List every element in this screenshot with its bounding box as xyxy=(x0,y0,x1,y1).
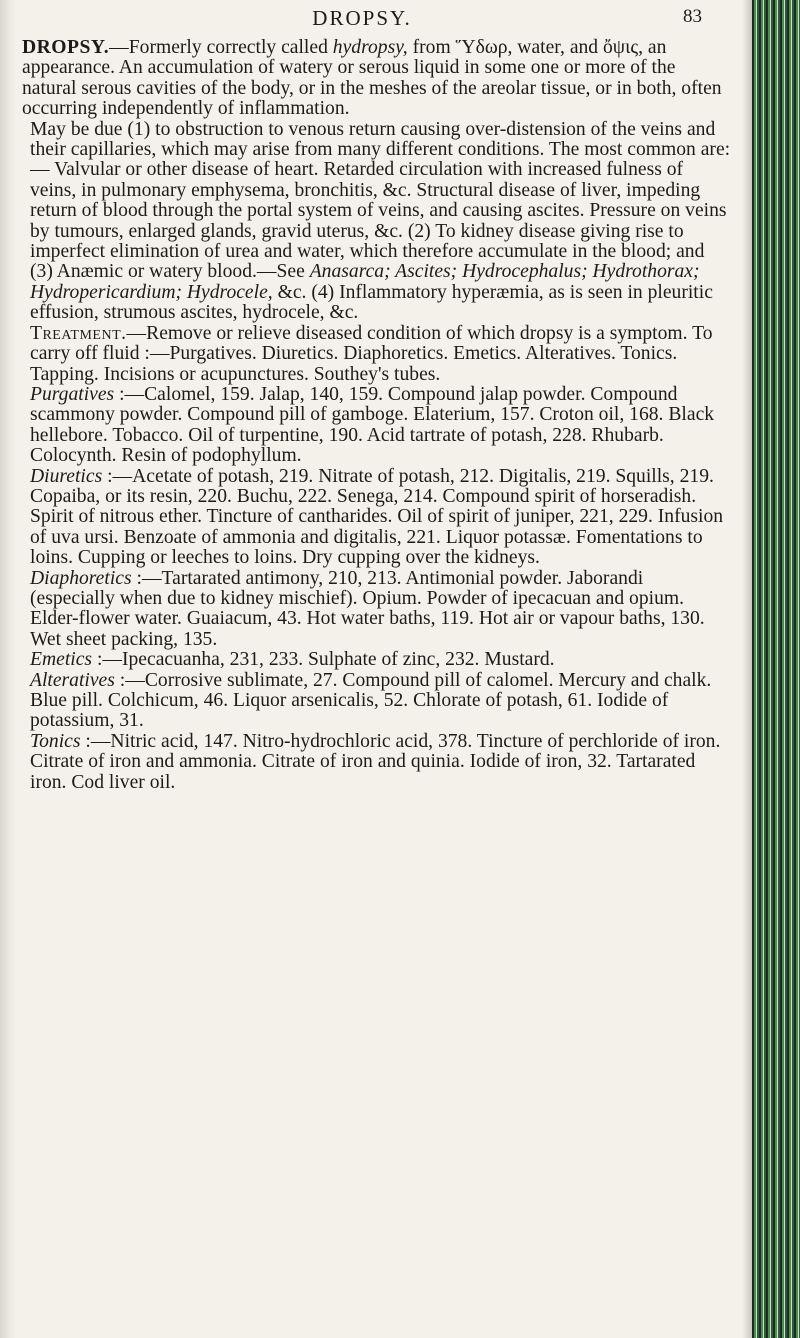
section-tonics xyxy=(22,732,732,793)
book-binding-edge xyxy=(752,0,800,1338)
causes-rest: &c. (4) Inflammatory hyperæmia, as is seen in pleuritic effusion, strumous ascites, hydrocele, &c. xyxy=(30,281,713,324)
section-text: :—Tartarated antimony, 210, 213. Antimonial powder. Jaborandi (especially when due to kidney mischief). Opium. Powder of ipecacuan and opium. Elder-flower water. Guaiacum, 43. Hot water baths, 119. Hot air or vapour baths, 130. Wet sheet packing, 135. xyxy=(30,567,705,650)
definition-rest: from Ὕδωρ, water, and ὄψις, an appearance. An accumulation of watery or serous liquid in some one or more of the natural serous cavities of the body, or in the meshes of the areolar tissue, or in both, often occurring independently of inflammation. xyxy=(22,37,722,120)
section-label: Diaphoretics xyxy=(30,567,132,589)
treatment-paragraph xyxy=(22,324,732,385)
section-purgatives xyxy=(22,385,732,467)
section-diuretics xyxy=(22,467,732,569)
binding-shadow xyxy=(742,0,752,1338)
section-label: Emetics xyxy=(30,649,93,671)
page-header xyxy=(22,2,702,32)
causes-paragraph xyxy=(22,120,732,324)
term-italic: hydropsy, xyxy=(332,37,408,58)
treatment-text: —Remove or relieve diseased condition of which dropsy is a symptom. To carry off fluid :—Purgatives. Diuretics. Diaphoretics. Emetics. Alteratives. Tonics. Tapping. Incisions or acupunctures. Southey's tubes. xyxy=(30,322,713,385)
section-text: :—Ipecacuanha, 231, 233. Sulphate of zinc, 232. Mustard. xyxy=(96,649,555,671)
running-head: DROPSY. xyxy=(312,6,412,30)
entry-headword: DROPSY. xyxy=(22,37,110,58)
section-alteratives xyxy=(22,671,732,732)
section-text: :—Calomel, 159. Jalap, 140, 159. Compound jalap powder. Compound scammony powder. Compound pill of gamboge. Elaterium, 157. Croton oil, 168. Black hellebore. Tobacco. Oil of turpentine, 190. Acid tartrate of potash, 228. Rhubarb. Colocynth. Resin of podophyllum. xyxy=(30,383,715,467)
definition-text: —Formerly correctly called xyxy=(109,37,328,58)
treatment-label: Treatment. xyxy=(30,322,127,344)
section-label: Tonics xyxy=(30,730,81,752)
section-label: Alteratives xyxy=(30,669,115,691)
page-body xyxy=(22,38,732,793)
section-text: :—Nitric acid, 147. Nitro-hydrochloric acid, 378. Tincture of perchloride of iron. Citrate of iron and ammonia. Citrate of iron and quinia. Iodide of iron, 32. Tartarated iron. Cod liver oil. xyxy=(30,730,721,793)
section-diaphoretics xyxy=(22,569,732,651)
section-text: :—Corrosive sublimate, 27. Compound pill of calomel. Mercury and chalk. Blue pill. Colchicum, 46. Liquor arsenicalis, 52. Chlorate of potash, 61. Iodide of potassium, 31. xyxy=(30,669,712,732)
entry-definition xyxy=(22,38,732,120)
section-text: :—Acetate of potash, 219. Nitrate of potash, 212. Digitalis, 219. Squills, 219. Copaiba, or its resin, 220. Buchu, 222. Senega, 214. Compound spirit of horseradish. Spirit of nitrous ether. Tincture of cantharides. Oil of spirit of juniper, 221, 229. Infusion of uva ursi. Benzoate of ammonia and digitalis, 221. Liquor potassæ. Fomentations to loins. Cupping or leeches to loins. Dry cupping over the kidneys. xyxy=(30,465,724,569)
causes-see-also: Anasarca; Ascites; Hydrocephalus; Hydrothorax; Hydropericardium; Hydrocele, xyxy=(30,261,700,303)
page-number: 83 xyxy=(683,6,702,27)
section-emetics xyxy=(22,650,732,670)
causes-text: May be due (1) to obstruction to venous return causing over-distension of the veins and their capillaries, which may arise from many different conditions. The most common are:— Valvular or other disease of heart. Retarded circulation with increased fulness of veins, in pulmonary emphysema, bronchitis, &c. Structural disease of liver, impeding return of blood through the portal system of veins, and causing ascites. Pressure on veins by tumours, enlarged glands, gravid uterus, &c. (2) To kidney disease giving rise to imperfect elimination of urea and water, which therefore accumulate in the blood; and (3) Anæmic or watery blood.—See xyxy=(30,118,731,283)
section-label: Purgatives xyxy=(30,383,115,405)
page-gutter xyxy=(0,0,16,1338)
section-label: Diuretics xyxy=(30,465,103,487)
